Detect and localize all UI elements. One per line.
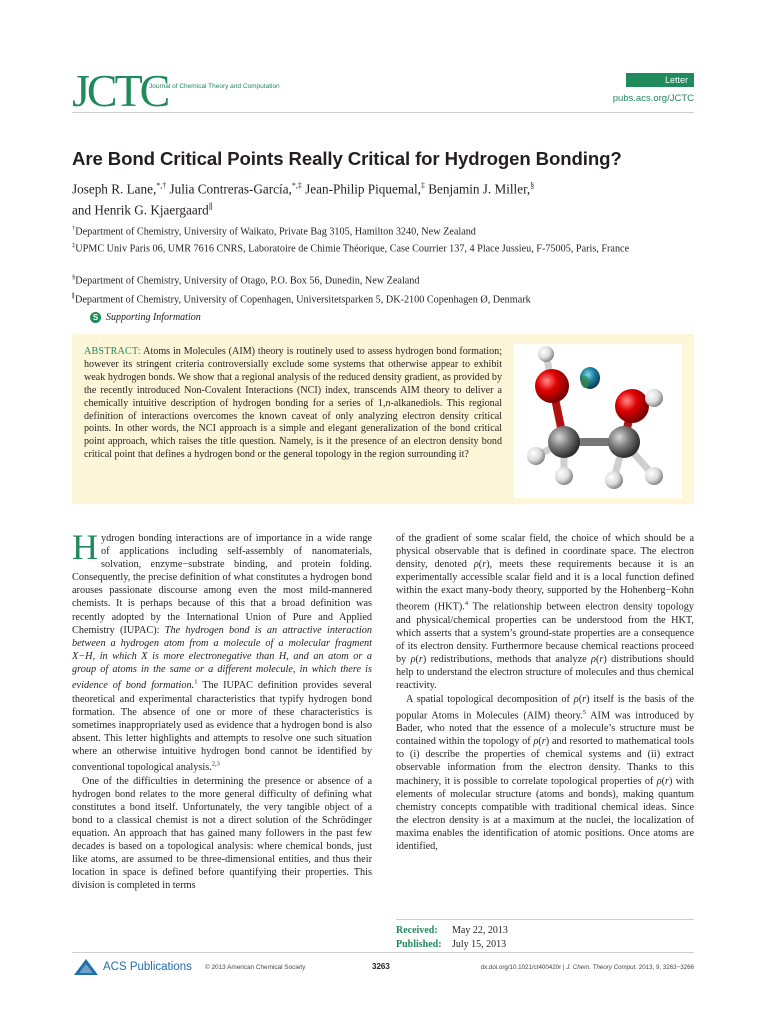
article-type-badge: Letter: [626, 73, 694, 87]
published-label: Published:: [396, 939, 442, 950]
hydrogen-atom: [645, 389, 663, 407]
hydrogen-atom: [538, 346, 554, 362]
author-list: Joseph R. Lane,*,† Julia Contreras-García,*,‡ Jean-Philip Piquemal,‡ Benjamin J. Miller,§ and Henrik G. Kjaergaard∥: [72, 181, 535, 218]
journal-name: Journal of Chemical Theory and Computation: [149, 83, 280, 90]
article-title: Are Bond Critical Points Really Critical for Hydrogen Bonding?: [72, 148, 622, 169]
received-date: May 22, 2013: [452, 925, 508, 936]
publisher-name: ACS Publications: [103, 961, 192, 973]
acs-triangle-icon: [73, 958, 99, 976]
supporting-info-icon: S: [90, 312, 101, 323]
hydrogen-atom: [605, 471, 623, 489]
body-column-left: [72, 527, 372, 892]
copyright: © 2013 American Chemical Society: [205, 964, 306, 971]
nci-isosurface-edge: [581, 376, 589, 388]
affiliation: ‡UPMC Univ Paris 06, UMR 7616 CNRS, Laboratoire de Chimie Théorique, Case Courrier 137, 4 Place Jussieu, F-75005, Paris, France: [72, 242, 630, 255]
affiliation: †Department of Chemistry, University of Waikato, Private Bag 3105, Hamilton 3240, New Zealand: [72, 225, 476, 238]
hydrogen-atom: [645, 467, 663, 485]
body-paragraph: One of the difficulties in determining the presence or absence of a hydrogen bond relates to the more general difficulty of defining what constitutes a bond itself. Unfortunately, the very tangible object of a bond to a classical chemist is not a direct solution of the Schrödinger equation. An approach that has gained many followers in the past few decades is based on a topological analysis: where chemical bonds, just like atoms, are assumed to be three-dimensional entities, and thus their location in space is defined before quantifying their properties. This division is completed in terms: [72, 775, 372, 892]
carbon-atom: [608, 426, 640, 458]
molecule-figure: [514, 344, 682, 498]
body-paragraph: of the gradient of some scalar field, the choice of which should be a physical observable that is defined in coordinate space. The electron density, denoted ρ(r), meets these requirements because it is an experimentally accessible scalar field and it is a local function defined within the exact many-body theory, supported by the Hohenberg−Kohn theorem (HKT).$^4$ The relationship between electron density topology and physical/chemical properties can be understood from the HKT, which asserts that a system’s ground-state properties are a consequence of its electron density. Furthermore because chemical reactions proceed by ρ(r) redistributions, methods that analyze ρ(r) distributions should help to understand the electron structure of molecules and thus chemical reactivity.: [396, 533, 695, 692]
doi-citation[interactable]: dx.doi.org/10.1021/ct400420r | J. Chem. Theory Comput. 2013, 9, 3263−3266: [480, 964, 694, 971]
affiliation: ∥Department of Chemistry, University of Copenhagen, Universitetsparken 5, DK-2100 Copenhagen Ø, Denmark: [72, 293, 531, 306]
oxygen-atom: [535, 369, 569, 403]
journal-url-link[interactable]: pubs.acs.org/JCTC: [612, 93, 694, 104]
logo-text: JCTC: [72, 66, 168, 112]
page-number: 3263: [372, 962, 390, 971]
received-divider: [396, 919, 694, 920]
footer-divider: [72, 952, 694, 953]
hydrogen-atom: [527, 447, 545, 465]
body-paragraph: A spatial topological decomposition of ρ(r) itself is the basis of the popular Atoms in Molecules (AIM) theory.$^5$ AIM was introduced by Bader, who noted that the essence of a molecule’s structure must be contained within the topology of ρ(r) and resorted to mathematical tools to (i) describe the properties of chemical systems and (ii) extract observable information from the electron density. Thanks to this machinery, it is possible to correlate topological properties of ρ(r) with elements of molecular structure (atoms and bonds), making quantum chemistry concepts compatible with traditional chemical ideas. Since the electron density is at a maximum at the nuclei, the localization of maxima enables the identification of atomic positions. Once atoms are identified,: [396, 693, 695, 852]
body-column-right: [396, 532, 694, 853]
supporting-information-link[interactable]: [90, 312, 201, 323]
received-label: Received:: [396, 925, 438, 936]
publication-dates: [396, 924, 508, 952]
body-paragraph: Hydrogen bonding interactions are of importance in a wide range of applications including self-assembly of nanomaterials, solvation, enzyme−substrate binding, and protein folding. Consequently, the precise definition of what constitutes a hydrogen bond arouses passionate discourse among even the most mild-mannered chemists. It is perhaps because of this that a broad definition was recently adopted by the International Union of Pure and Applied Chemistry (IUPAC): The hydrogen bond is an attractive interaction between a hydrogen atom from a molecule of a molecular fragment X−H, in which X is more electronegative than H, and an atom or a group of atoms in the same or a different molecule, in which there is evidence of bond formation.$^1$ The IUPAC definition provides several theoretical and experimental characteristics that typify hydrogen bond formation. The absence of one or more of these characteristics is sometimes inappropriately used as evidence that a hydrogen bond is also absent. This letter highlights and attempts to resolve one such situation where an otherwise intuitive hydrogen bond cannot be identified by conventional topological analysis.$^{2,3}$: [72, 527, 372, 774]
acs-publications-logo[interactable]: [73, 958, 192, 976]
header-divider: [72, 112, 694, 113]
affiliation: §Department of Chemistry, University of Otago, P.O. Box 56, Dunedin, New Zealand: [72, 274, 420, 287]
drop-cap: H: [72, 527, 98, 567]
published-date: July 15, 2013: [452, 939, 507, 950]
oxygen-atom: [615, 389, 649, 423]
supporting-info-label: Supporting Information: [106, 312, 201, 323]
abstract-label: ABSTRACT:: [84, 346, 141, 357]
abstract-body: Atoms in Molecules (AIM) theory is routinely used to assess hydrogen bond formation; however its stringent criteria controversially exclude some systems that otherwise appear to exhibit weak hydrogen bonds. We show that a regional analysis of the reduced density gradient, as provided by the recently introduced Non-Covalent Interactions (NCI) index, transcends AIM theory to deliver a chemically intuitive description of hydrogen bonding for a series of 1,n-alkanediols. This regional definition of interactions overcomes the known caveat of only analyzing electron density critical points. In other words, the NCI approach is a simple and elegant generalization of the bond critical point approach, which raises the title question. Namely, is it the presence of an electron density bond critical point that defines a hydrogen bond or the general topology in the region surrounding it?: [84, 346, 502, 461]
carbon-atom: [548, 426, 580, 458]
abstract-text: [84, 346, 502, 462]
hydrogen-atom: [555, 467, 573, 485]
